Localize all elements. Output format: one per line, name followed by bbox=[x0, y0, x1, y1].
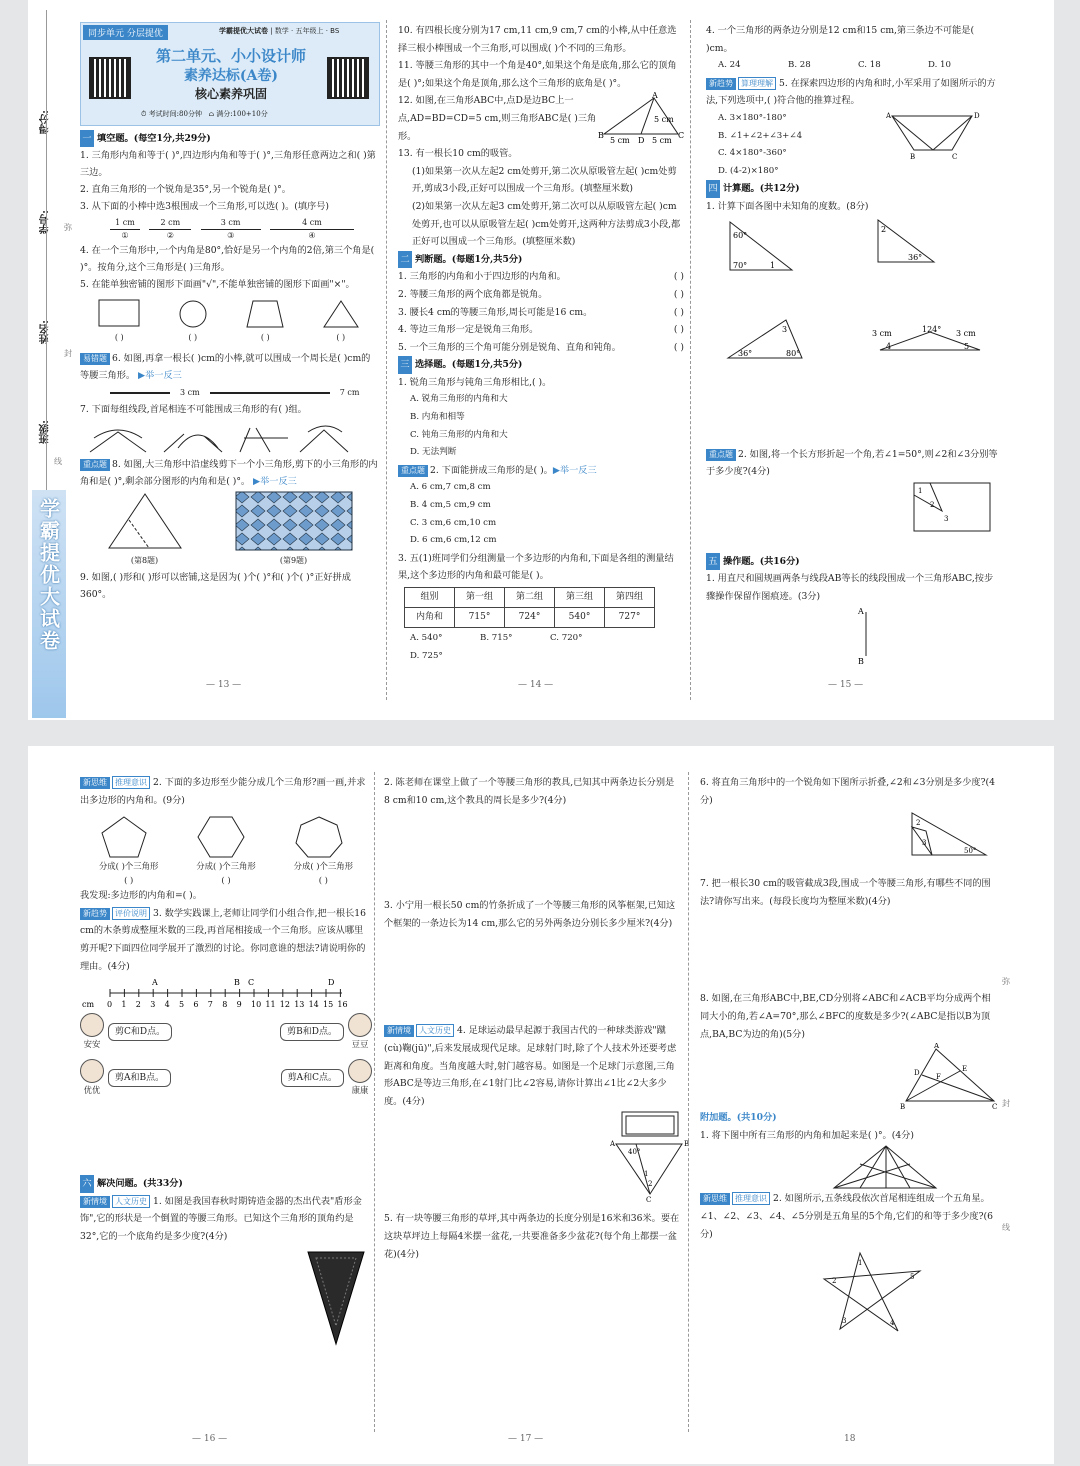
ruler-tick-label: 11 bbox=[265, 1000, 276, 1010]
ruler-tick-label: 2 bbox=[135, 1000, 141, 1010]
ruler-unit-label: cm bbox=[82, 1000, 95, 1010]
sticks-row: 1 cm ① 2 cm ② 3 cm ③ 4 cm ④ bbox=[80, 215, 378, 242]
judge-item-5: 5. 一个三角形的三个角可能分别是锐角、直角和钝角。 ( ) bbox=[398, 341, 684, 353]
column-2 bbox=[398, 22, 684, 665]
svg-text:A: A bbox=[152, 978, 158, 988]
choice-1: 1. 锐角三角形与钝角三角形相比,( )。 bbox=[398, 376, 552, 388]
fold-right-triangle-figure bbox=[908, 809, 990, 861]
binding-strip bbox=[28, 0, 72, 720]
page-number-15: — 15 — bbox=[828, 680, 864, 690]
s3: 3. 小宁用一根长50 cm的竹条折成了一个等腰三角形的风筝框架,已知这个框架的一条边长为14 cm,那么它的另外两条边分别长多少厘米?(4分) bbox=[384, 900, 676, 929]
choice-5-body bbox=[706, 110, 1002, 180]
choice-2-options: A. 6 cm,7 cm,8 cmB. 4 cm,5 cm,9 cm C. 3 cm,6 cm,10 cmD. 6 cm,6 cm,12 cm bbox=[410, 482, 497, 546]
triangle-shape bbox=[322, 299, 360, 329]
trapezoid-shape bbox=[245, 299, 285, 329]
page-number-16: — 16 — bbox=[192, 1434, 228, 1444]
line-mark: 线 bbox=[1002, 1223, 1010, 1232]
svg-text:A: A bbox=[610, 1140, 616, 1149]
page-number-13: — 13 — bbox=[206, 680, 242, 690]
q11: 11. 等腰三角形的其中一个角是40°,如果这个角是底角,那么它的顶角是( )°;如果这个角是顶角,那么这个三角形的底角是( )°。 bbox=[398, 60, 677, 89]
svg-text:B: B bbox=[910, 152, 916, 160]
svg-text:1: 1 bbox=[770, 260, 776, 270]
judge-item-1: 1. 三角形的内角和小于四边形的内角和。 ( ) bbox=[398, 271, 684, 283]
qr-code-right bbox=[327, 57, 369, 99]
calc-fig-c bbox=[724, 316, 808, 362]
avatar bbox=[348, 1059, 372, 1083]
s7: 7. 把一根长30 cm的吸管截成3段,围成一个等腰三角形,有哪些不同的围法?请你写出来。(每段长度均为整厘米数)(4分) bbox=[700, 878, 991, 907]
calc-1: 1. 计算下面各图中未知角的度数。(8分) bbox=[706, 200, 869, 212]
banner-time: ⏱ 考试时间:80分钟 ⌂ 满分:100+10分 bbox=[141, 110, 268, 118]
q6-sticks: 3 cm 7 cm bbox=[80, 384, 378, 401]
quad-figure bbox=[886, 110, 982, 160]
q1: 1. 三角形内角和等于( )°,四边形内角和等于( )°,三角形任意两边之和( )第三边。 bbox=[80, 150, 376, 178]
column-2 bbox=[384, 774, 690, 1263]
svg-text:B: B bbox=[858, 656, 864, 666]
ruler-tick-label: 16 bbox=[337, 1000, 348, 1010]
judge-item-3: 3. 腰长4 cm的等腰三角形,周长可能是16 cm。 ( ) bbox=[398, 306, 684, 318]
svg-text:C: C bbox=[952, 152, 958, 160]
star-figure bbox=[820, 1249, 924, 1335]
section-solve: 六 解决问题。(共33分) bbox=[80, 1175, 372, 1193]
page-number-17: — 17 — bbox=[508, 1434, 544, 1444]
hexagon-shape bbox=[196, 815, 246, 859]
column-divider bbox=[690, 20, 691, 700]
svg-text:3 cm: 3 cm bbox=[956, 328, 976, 338]
fill-line bbox=[46, 10, 47, 500]
op-1: 1. 用直尺和圆规画两条与线段AB等长的线段围成一个三角形ABC,按步骤操作保留作图痕迹。(3分) bbox=[706, 573, 994, 602]
svg-text:2: 2 bbox=[916, 819, 921, 828]
svg-text:70°: 70° bbox=[733, 260, 748, 270]
avatar bbox=[80, 1013, 104, 1037]
name-label: 姓名: bbox=[40, 320, 51, 344]
ruler-figure bbox=[80, 975, 370, 1009]
q3: 3. 从下面的小棒中选3根围成一个三角形,可以选( )。(填序号) bbox=[80, 201, 330, 212]
svg-text:C: C bbox=[248, 978, 255, 988]
svg-text:80°: 80° bbox=[786, 348, 801, 358]
svg-text:60°: 60° bbox=[733, 230, 748, 240]
score-label: 得分: bbox=[40, 110, 51, 134]
avatar bbox=[348, 1013, 372, 1037]
s1: 新情境 人文历史 1. 如图是我国春秋时期铸造金器的杰出代表"盾形金饰",它的形状是一个倒置的等腰三角形。已知这个三角形的顶角约是32°,它的一个底角约是多少度?(4分) bbox=[80, 1195, 362, 1242]
svg-text:40°: 40° bbox=[628, 1148, 641, 1157]
mi-mark: 弥 bbox=[64, 223, 72, 232]
banner-series: 学霸提优大试卷 | 数学 · 五年级上 · BS bbox=[219, 27, 340, 35]
seal-mark: 封 bbox=[1002, 1099, 1010, 1108]
ruler-tick-label: 14 bbox=[308, 1000, 319, 1010]
ruler-tick-label: 10 bbox=[251, 1000, 262, 1010]
svg-text:A: A bbox=[886, 111, 892, 120]
ruler-tick-label: 12 bbox=[279, 1000, 290, 1010]
svg-text:5 cm: 5 cm bbox=[654, 115, 674, 125]
column-3 bbox=[700, 774, 998, 1335]
section-choice: 三 选择题。(每题1分,共5分) bbox=[398, 356, 684, 374]
ruler-tick-label: 0 bbox=[107, 1000, 113, 1010]
measure-table: 组别 第一组 第二组 第三组 第四组 内角和 715° 724° 540° 727° bbox=[404, 587, 655, 628]
tiling-shapes: ( ) ( ) ( ) ( ) bbox=[80, 293, 378, 346]
q9: 9. 如图,( )形和( )形可以密铺,这是因为( )个( )°和( )个( )°正好拼成360°。 bbox=[80, 572, 351, 600]
q13-part1: (1)如果第一次从左起2 cm处剪开,第二次从原吸管左起( )cm处剪开,剪成3小段,正好可以围成一个三角形。(填整厘米数) bbox=[412, 165, 677, 195]
rectangle-shape bbox=[98, 299, 140, 329]
calc-fig-a bbox=[726, 218, 796, 274]
p2: 新思维 推理意识 2. 下面的多边形至少能分成几个三角形?画一画,并求出多边形的内角和。(9分) bbox=[80, 777, 366, 806]
banner-title-3: 核心素养巩固 bbox=[194, 87, 267, 101]
svg-text:D: D bbox=[638, 136, 645, 145]
svg-text:3: 3 bbox=[782, 324, 788, 334]
section-judge: 二 判断题。(每题1分,共5分) bbox=[398, 251, 684, 269]
section-fill: 一 填空题。(每空1分,共29分) bbox=[80, 130, 378, 147]
s4: 新情境 人文历史 4. 足球运动最早起源于我国古代的一种球类游戏"蹴(cù)鞠(jū)",后来发展成现代足球。足球射门时,除了个人技术外还要考虑距离和角度。当角度越大时,射门越容易。如图是一个足球门示意图,三角形ABC是等边三角形,在∠1射门比∠2容易,请你计算出∠1比∠2大多少度。(4分) bbox=[384, 1025, 677, 1107]
q12-row bbox=[398, 92, 684, 145]
svg-text:A: A bbox=[858, 606, 864, 616]
page-number-18: 18 bbox=[844, 1434, 856, 1444]
choice-5: 新趋势 算理理解 5. 在探索四边形的内角和时,小军采用了如图所示的方法,下列选项中,( )符合他的推算过程。 bbox=[706, 77, 996, 107]
exam-sheet-2 bbox=[28, 746, 1054, 1464]
class-label: 班级: bbox=[40, 420, 51, 444]
q13-part2: (2)如果第一次从左起3 cm处剪开,第二次可以从原吸管左起( )cm处剪开,也可以从原吸管左起( )cm处剪开,这两种方法剪成3小段,都正好可以围成一个三角形。(填整厘米数) bbox=[412, 200, 681, 248]
svg-text:B: B bbox=[900, 1103, 906, 1110]
q7: 7. 下面每组线段,首尾相连不可能围成三角形的有( )组。 bbox=[80, 404, 307, 415]
line-mark: 线 bbox=[54, 457, 62, 466]
svg-text:3: 3 bbox=[922, 839, 927, 848]
triangles-fan-figure bbox=[830, 1144, 940, 1190]
svg-text:4: 4 bbox=[886, 341, 892, 351]
svg-text:F: F bbox=[936, 1073, 941, 1082]
choice-3-options: A. 540° B. 715° C. 720°D. 725° bbox=[410, 633, 583, 661]
mi-mark: 弥 bbox=[1002, 977, 1010, 986]
svg-text:3 cm: 3 cm bbox=[872, 328, 892, 338]
s2: 2. 陈老师在课堂上做了一个等腰三角形的教具,已知其中两条边长分别是8 cm和10 cm,这个教具的周长是多少?(4分) bbox=[384, 777, 675, 806]
section-calc: 四 计算题。(共12分) bbox=[706, 180, 1002, 198]
unit-banner bbox=[80, 22, 380, 126]
column-3 bbox=[706, 22, 1002, 666]
pentagon-shape bbox=[99, 815, 149, 859]
q8: 重点题 8. 如图,大三角形中沿虚线剪下一个小三角形,剪下的小三角形的内角和是( )°,剩余部分图形的内角和是( )°。 ▶举一反三 bbox=[80, 459, 378, 487]
kid-doudou: 剪B和D点。 豆豆 bbox=[226, 1013, 372, 1051]
svg-text:1: 1 bbox=[918, 486, 923, 495]
banner-tag: 同步单元 分层提优 bbox=[83, 25, 168, 40]
choice-4-options: A. 24 B. 28 C. 18 D. 10 bbox=[718, 60, 951, 71]
svg-text:124°: 124° bbox=[922, 324, 942, 334]
choice-4: 4. 一个三角形的两条边分别是12 cm和15 cm,第三条边不可能是( )cm。 bbox=[706, 25, 975, 54]
shield-gold-figure bbox=[306, 1250, 366, 1346]
svg-text:B: B bbox=[684, 1140, 690, 1149]
svg-text:36°: 36° bbox=[738, 348, 753, 358]
q9-tiling-figure bbox=[234, 490, 354, 552]
ruler-tick-label: 5 bbox=[179, 1000, 185, 1010]
ruler-tick-label: 8 bbox=[222, 1000, 228, 1010]
svg-text:B: B bbox=[598, 131, 604, 141]
ruler-tick-label: 15 bbox=[323, 1000, 334, 1010]
p3: 新趋势 评价说明 3. 数学实践课上,老师让同学们小组合作,把一根长16 cm的木条剪成整厘米数的三段,再首尾相接成一个三角形。应该从哪里剪开呢?下面四位同学展开了激烈的讨论。你同意谁的想法?请说明你的理由。(4分) bbox=[80, 907, 366, 972]
column-divider bbox=[688, 772, 689, 1432]
judge-item-2: 2. 等腰三角形的两个底角都是锐角。 ( ) bbox=[398, 288, 684, 300]
svg-text:A: A bbox=[652, 92, 658, 101]
calc-fig-d bbox=[872, 324, 992, 360]
fold-rectangle-figure bbox=[906, 481, 996, 535]
svg-text:D: D bbox=[914, 1069, 920, 1078]
column-divider bbox=[386, 20, 387, 700]
choice-1-options: A. 锐角三角形的内角和大B. 内角和相等 C. 钝角三角形的内角和大D. 无法判断 bbox=[410, 394, 508, 458]
calc-2: 重点题 2. 如图,将一个长方形折起一个角,若∠1=50°,则∠2和∠3分别等于多少度?(4分) bbox=[706, 448, 998, 478]
segment-ab-figure bbox=[846, 606, 886, 666]
s6: 6. 将直角三角形中的一个锐角如下图所示折叠,∠2和∠3分别是多少度?(4分) bbox=[700, 777, 995, 806]
q8-q9-figures: (第8题) (第9题) bbox=[80, 490, 378, 569]
q5: 5. 在能单独密铺的图形下面画"√",不能单独密铺的图形下面画"×"。 bbox=[80, 279, 355, 290]
ruler-tick-label: 6 bbox=[193, 1000, 199, 1010]
calc-fig-b bbox=[874, 216, 938, 266]
svg-text:1: 1 bbox=[858, 1259, 863, 1268]
ruler-tick-label: 3 bbox=[150, 1000, 156, 1010]
kid-youyou: 优优 剪A和B点。 bbox=[80, 1059, 226, 1097]
page-number-14: — 14 — bbox=[518, 680, 554, 690]
bonus-1: 1. 将下图中所有三角形的内角和加起来是( )°。(4分) bbox=[700, 1129, 914, 1141]
heptagon-shape bbox=[294, 815, 344, 859]
q7-segments-figure bbox=[80, 418, 370, 456]
s5: 5. 有一块等腰三角形的草坪,其中两条边的长度分别是16米和36米。要在这块草坪边上每隔4米摆一盆花,一共要准备多少盆花?(每个角上都摆一盆花)(4分) bbox=[384, 1213, 680, 1260]
svg-text:5 cm: 5 cm bbox=[610, 136, 630, 145]
q6: 易错题 6. 如图,再拿一根长( )cm的小棒,就可以围成一个周长是( )cm的等腰三角形。 ▶举一反三 bbox=[80, 353, 371, 381]
ruler-tick-label: 7 bbox=[207, 1000, 213, 1010]
ruler-tick-label: 1 bbox=[121, 1000, 127, 1010]
q10: 10. 有四根长度分别为17 cm,11 cm,9 cm,7 cm的小棒,从中任意选择三根小棒围成一个三角形,可以围成( )个不同的三角形。 bbox=[398, 25, 677, 54]
judge-item-4: 4. 等边三角形一定是锐角三角形。 ( ) bbox=[398, 324, 684, 336]
q13: 13. 有一根长10 cm的吸管。 bbox=[398, 148, 518, 160]
svg-text:D: D bbox=[328, 978, 335, 988]
svg-text:C: C bbox=[646, 1196, 652, 1203]
bonus-2: 新思维 推理意识 2. 如图所示,五条线段依次首尾相连组成一个五角星。∠1、∠2、∠3、∠4、∠5分别是五角星的5个角,它们的和等于多少度?(6分) bbox=[700, 1193, 993, 1240]
svg-text:C: C bbox=[992, 1103, 998, 1110]
ruler-tick-label: 13 bbox=[294, 1000, 305, 1010]
kid-anan: 安安 剪C和D点。 bbox=[80, 1013, 226, 1051]
svg-text:4: 4 bbox=[890, 1319, 895, 1328]
svg-text:5: 5 bbox=[964, 341, 970, 351]
bisector-triangle-figure bbox=[900, 1043, 1000, 1109]
bonus-title: 附加题。(共10分) bbox=[700, 1112, 777, 1124]
q4: 4. 在一个三角形中,一个内角是80°,恰好是另一个内角的2倍,第三个角是( )°。按角分,这个三角形是( )三角形。 bbox=[80, 245, 375, 273]
banner-title-1: 第二单元、小小设计师 bbox=[155, 47, 306, 65]
banner-title-2: 素养达标(A卷) bbox=[183, 68, 279, 84]
section-operate: 五 操作题。(共16分) bbox=[706, 553, 1002, 571]
polygon-figures: 分成( )个三角形 ( ) 分成( )个三角形 ( ) 分成( )个三角形 ( ) bbox=[80, 815, 372, 887]
circle-shape bbox=[177, 299, 209, 329]
q2: 2. 直角三角形的一个锐角是35°,另一个锐角是( )°。 bbox=[80, 184, 291, 195]
kid-kangkang: 剪A和C点。 康康 bbox=[226, 1059, 372, 1097]
q8-triangle-figure bbox=[105, 490, 185, 552]
ruler-tick-label: 4 bbox=[164, 1000, 170, 1010]
choice-5-options: A. 3×180°-180° B. ∠1+∠2+∠3+∠4 C. 4×180°-360° D. (4-2)×180° bbox=[718, 112, 803, 176]
svg-text:50°: 50° bbox=[964, 847, 977, 856]
brand-vertical: 学霸提优大试卷 bbox=[32, 490, 66, 718]
svg-text:2: 2 bbox=[832, 1277, 837, 1286]
ruler-tick-label: 9 bbox=[236, 1000, 242, 1010]
student-no-label: 学号: bbox=[40, 210, 51, 234]
q12: 12. 如图,在三角形ABC中,点D是边BC上一点,AD=BD=CD=5 cm,则三角形ABC是( )三角形。 bbox=[398, 95, 597, 142]
exam-sheet-1 bbox=[28, 0, 1054, 720]
choice-2: 重点题 2. 下面能拼成三角形的是( )。▶举一反三 bbox=[398, 462, 684, 480]
svg-text:5: 5 bbox=[910, 1273, 915, 1282]
svg-text:2: 2 bbox=[881, 224, 887, 234]
qr-code-left bbox=[89, 57, 131, 99]
column-1 bbox=[80, 130, 378, 603]
column-1 bbox=[80, 774, 372, 1346]
svg-text:2: 2 bbox=[930, 500, 935, 509]
q12-triangle-figure bbox=[598, 92, 684, 144]
svg-text:C: C bbox=[678, 131, 684, 141]
svg-text:2: 2 bbox=[648, 1180, 653, 1189]
seal-mark: 封 bbox=[64, 349, 72, 358]
avatar bbox=[80, 1059, 104, 1083]
discover-line: 我发现:多边形的内角和=( )。 bbox=[80, 890, 202, 902]
svg-text:3: 3 bbox=[842, 1317, 847, 1326]
svg-text:D: D bbox=[974, 111, 980, 120]
svg-text:B: B bbox=[234, 978, 240, 988]
svg-text:E: E bbox=[962, 1065, 968, 1074]
s8: 8. 如图,在三角形ABC中,BE,CD分别将∠ABC和∠ACB平均分成两个相同大小的角,若∠A=70°,那么∠BFC的度数是多少?(∠ABC是指以B为顶点,BA,BC为边的角)(5分) bbox=[700, 993, 991, 1040]
column-divider bbox=[374, 772, 375, 1432]
svg-text:1: 1 bbox=[644, 1170, 649, 1179]
svg-text:5 cm: 5 cm bbox=[652, 136, 672, 145]
svg-text:A: A bbox=[934, 1043, 940, 1051]
choice-3: 3. 五(1)班同学们分组测量一个多边形的内角和,下面是各组的测量结果,这个多边形的内角和最可能是( )。 bbox=[398, 552, 674, 582]
kids-discussion bbox=[80, 1013, 372, 1097]
svg-text:36°: 36° bbox=[908, 252, 923, 262]
calc-figures bbox=[706, 216, 1002, 386]
svg-text:3: 3 bbox=[944, 514, 949, 523]
soccer-goal-figure bbox=[610, 1110, 690, 1202]
